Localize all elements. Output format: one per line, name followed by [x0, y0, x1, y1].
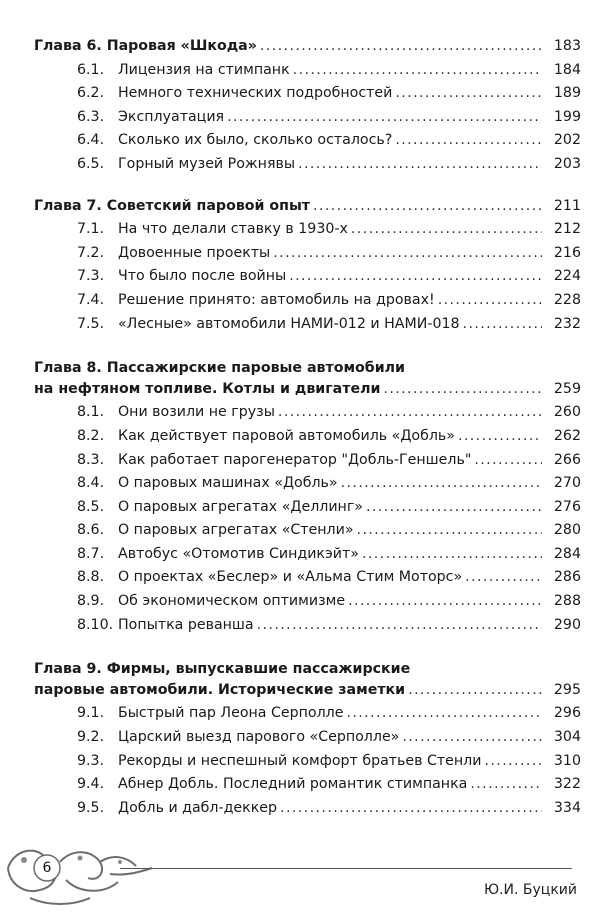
- section-title: Рекорды и неспешный комфорт братьев Стенли: [118, 752, 482, 769]
- section-number: 9.2.: [77, 729, 105, 746]
- section-title: На что делали ставку в 1930-х: [118, 221, 348, 238]
- leader-dots: [438, 292, 542, 308]
- chapter-heading[interactable]: [0, 38, 612, 62]
- chapter-title: на нефтяном топливе. Котлы и двигатели: [34, 380, 381, 397]
- toc-entry[interactable]: [0, 245, 612, 269]
- section-title: Об экономическом оптимизме: [118, 593, 346, 610]
- leader-dots: [383, 381, 542, 397]
- toc-entry[interactable]: [0, 428, 612, 452]
- toc-entry[interactable]: [0, 705, 612, 729]
- leader-dots: [298, 156, 542, 172]
- chapter-page: 295: [553, 681, 581, 698]
- section-title: Довоенные проекты: [118, 244, 271, 261]
- section-title: Как работает парогенератор "Добль-Геншель": [118, 451, 472, 468]
- section-page: 276: [553, 498, 581, 515]
- section-page: 228: [553, 291, 581, 308]
- toc-entry[interactable]: [0, 475, 612, 499]
- section-page: 184: [553, 61, 581, 78]
- section-number: 6.4.: [77, 132, 105, 149]
- section-number: 6.5.: [77, 155, 105, 172]
- leader-dots: [395, 132, 542, 148]
- section-number: 8.9.: [77, 593, 105, 610]
- section-page: 224: [553, 268, 581, 285]
- leader-dots: [362, 546, 542, 562]
- toc-entry[interactable]: [0, 132, 612, 156]
- section-page: 310: [553, 752, 581, 769]
- leader-dots: [257, 617, 542, 633]
- section-number: 7.4.: [77, 291, 105, 308]
- leader-dots: [273, 245, 542, 261]
- section-number: 8.3.: [77, 451, 105, 468]
- section-title: Горный музей Рожнявы: [118, 155, 296, 172]
- section-title: Что было после войны: [118, 268, 287, 285]
- section-title: Добль и дабл-деккер: [118, 799, 278, 816]
- section-page: 288: [553, 593, 581, 610]
- section-page: 284: [553, 545, 581, 562]
- toc-entry[interactable]: [0, 617, 612, 641]
- chapter-heading[interactable]: [0, 381, 612, 405]
- leader-dots: [402, 729, 542, 745]
- section-page: 203: [553, 155, 581, 172]
- toc-entry[interactable]: [0, 800, 612, 824]
- toc-entry[interactable]: [0, 753, 612, 777]
- section-title: Лицензия на стимпанк: [118, 61, 290, 78]
- leader-dots: [465, 569, 542, 585]
- section-number: 8.6.: [77, 522, 105, 539]
- toc-entry[interactable]: [0, 546, 612, 570]
- section-title: Абнер Добль. Последний романтик стимпанка: [118, 776, 468, 793]
- toc-entry[interactable]: [0, 522, 612, 546]
- chapter-title: паровые автомобили. Исторические заметки: [34, 681, 406, 698]
- chapter-heading[interactable]: [0, 198, 612, 222]
- chapter-title: Глава 7. Советский паровой опыт: [34, 197, 311, 214]
- section-page: 202: [553, 132, 581, 149]
- leader-dots: [280, 800, 542, 816]
- section-title: Автобус «Отомотив Синдикэйт»: [118, 545, 359, 562]
- section-title: Немного технических подробностей: [118, 85, 393, 102]
- leader-dots: [260, 38, 542, 54]
- section-number: 8.8.: [77, 569, 105, 586]
- section-page: 304: [553, 729, 581, 746]
- section-number: 8.5.: [77, 498, 105, 515]
- section-number: 8.4.: [77, 475, 105, 492]
- section-page: 334: [553, 799, 581, 816]
- section-page: 189: [553, 85, 581, 102]
- author-name: Ю.И. Буцкий: [483, 882, 577, 898]
- section-title: Царский выезд парового «Серполле»: [118, 729, 400, 746]
- chapter-heading[interactable]: [0, 682, 612, 706]
- toc-entry[interactable]: [0, 452, 612, 476]
- toc-entry[interactable]: [0, 729, 612, 753]
- toc-entry[interactable]: [0, 316, 612, 340]
- chapter-9: [0, 658, 612, 823]
- leader-dots: [278, 404, 542, 420]
- chapter-7: [0, 198, 612, 340]
- section-page: 266: [553, 451, 581, 468]
- toc-entry[interactable]: [0, 499, 612, 523]
- chapter-page: 183: [553, 38, 581, 54]
- section-number: 7.1.: [77, 221, 105, 238]
- section-number: 7.5.: [77, 315, 105, 332]
- section-number: 8.10.: [77, 616, 114, 633]
- leader-dots: [351, 221, 542, 237]
- section-number: 9.5.: [77, 799, 105, 816]
- toc-entry[interactable]: [0, 268, 612, 292]
- leader-dots: [341, 475, 542, 491]
- section-number: 6.3.: [77, 108, 105, 125]
- leader-dots: [348, 593, 542, 609]
- section-title: Сколько их было, сколько осталось?: [118, 132, 393, 149]
- leader-dots: [395, 85, 542, 101]
- section-page: 270: [553, 475, 581, 492]
- section-page: 262: [553, 427, 581, 444]
- section-number: 7.3.: [77, 268, 105, 285]
- leader-dots: [227, 109, 542, 125]
- section-page: 216: [553, 244, 581, 261]
- section-page: 290: [553, 616, 581, 633]
- toc-entry[interactable]: [0, 85, 612, 109]
- section-number: 6.1.: [77, 61, 105, 78]
- leader-dots: [293, 62, 542, 78]
- page-number: 6: [42, 860, 52, 876]
- chapter-title: Глава 9. Фирмы, выпускавшие пассажирские: [34, 661, 411, 678]
- section-page: 232: [553, 315, 581, 332]
- section-number: 9.1.: [77, 705, 105, 722]
- leader-dots: [463, 316, 542, 332]
- section-title: Как действует паровой автомобиль «Добль»: [118, 427, 455, 444]
- section-number: 9.4.: [77, 776, 105, 793]
- section-number: 8.1.: [77, 404, 105, 421]
- section-title: Быстрый пар Леона Серполле: [118, 705, 344, 722]
- toc-entry[interactable]: [0, 109, 612, 133]
- leader-dots: [484, 753, 542, 769]
- section-number: 6.2.: [77, 85, 105, 102]
- section-title: Эксплуатация: [118, 108, 225, 125]
- leader-dots: [458, 428, 542, 444]
- section-title: О паровых машинах «Добль»: [118, 475, 338, 492]
- toc-entry[interactable]: [0, 221, 612, 245]
- leader-dots: [357, 522, 542, 538]
- section-title: О паровых агрегатах «Деллинг»: [118, 498, 363, 515]
- leader-dots: [313, 198, 542, 214]
- leader-dots: [474, 452, 542, 468]
- table-of-contents: [0, 38, 612, 841]
- toc-entry[interactable]: [0, 593, 612, 617]
- chapter-page: 211: [553, 197, 581, 214]
- section-page: 280: [553, 522, 581, 539]
- leader-dots: [408, 682, 542, 698]
- section-title: Решение принято: автомобиль на дровах!: [118, 291, 435, 308]
- chapter-page: 259: [553, 380, 581, 397]
- section-title: Они возили не грузы: [118, 404, 275, 421]
- section-number: 8.7.: [77, 545, 105, 562]
- chapter-8: [0, 357, 612, 640]
- chapter-title: Глава 6. Паровая «Шкода»: [34, 38, 257, 54]
- toc-entry[interactable]: [0, 569, 612, 593]
- section-title: «Лесные» автомобили НАМИ-012 и НАМИ-018: [118, 315, 460, 332]
- section-page: 199: [553, 108, 581, 125]
- leader-dots: [366, 499, 542, 515]
- section-number: 9.3.: [77, 752, 105, 769]
- leader-dots: [470, 776, 542, 792]
- toc-entry[interactable]: [0, 292, 612, 316]
- leader-dots: [289, 268, 542, 284]
- chapter-title: Глава 8. Пассажирские паровые автомобили: [34, 360, 405, 377]
- toc-entry[interactable]: [0, 776, 612, 800]
- section-page: 260: [553, 404, 581, 421]
- leader-dots: [346, 705, 542, 721]
- section-title: О паровых агрегатах «Стенли»: [118, 522, 354, 539]
- toc-entry[interactable]: [0, 404, 612, 428]
- section-page: 286: [553, 569, 581, 586]
- section-page: 296: [553, 705, 581, 722]
- section-page: 322: [553, 776, 581, 793]
- toc-entry[interactable]: [0, 62, 612, 86]
- toc-entry[interactable]: [0, 156, 612, 180]
- footer-rule: [120, 868, 572, 869]
- section-title: Попытка реванша: [118, 616, 254, 633]
- section-number: 8.2.: [77, 427, 105, 444]
- section-number: 7.2.: [77, 244, 105, 261]
- chapter-6: [0, 38, 612, 180]
- section-page: 212: [553, 221, 581, 238]
- scroll-ornament-icon: [0, 832, 210, 912]
- section-title: О проектах «Беслер» и «Альма Стим Моторс»: [118, 569, 463, 586]
